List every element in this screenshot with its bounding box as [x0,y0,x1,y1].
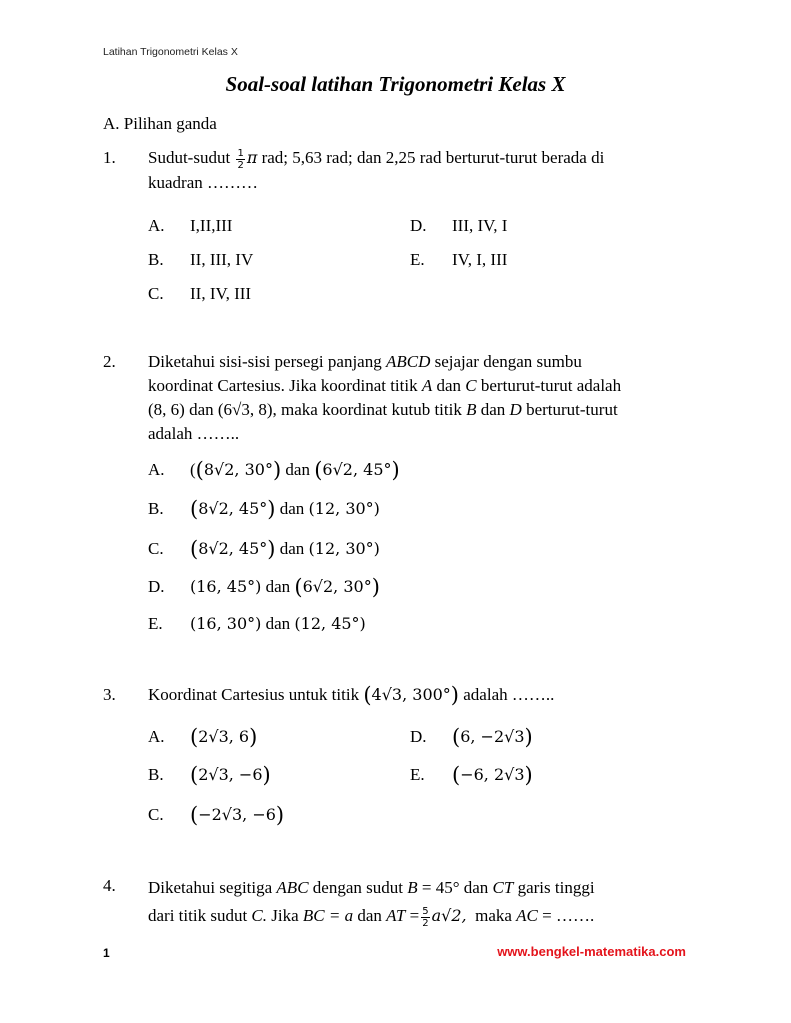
q1-text-pre: Sudut-sudut [148,148,231,167]
question-number: 1. [103,148,116,167]
page-title: Soal-soal latihan Trigonometri Kelas X [225,72,566,96]
question-text: Diketahui segitiga ABC dengan sudut B = 45° dan CT garis tinggi dari titik sudut C. Jika BC = a dan AT = $\frac{5}{2}$ a√2, maka AC = ……. [148,878,595,929]
question-text: Diketahui sisi-sisi persegi panjang ABCD sejajar dengan sumbu koordinat Cartesius. Jika koordinat titik A dan C berturut-turut adalah (8, 6) dan (6√3, 8), maka koordinat kutub titik B dan D berturut-turut adalah …….. [148,352,622,443]
fraction: $\frac{5}{2}$ [422,905,429,929]
fraction: $\frac{1}{2}$ [237,147,244,171]
question-text: Koordinat Cartesius untuk titik (4√3, 300°) adalah …….. [148,683,555,707]
page-header: Latihan Trigonometri Kelas X [103,46,238,58]
section-heading: A. Pilihan ganda [103,114,217,133]
q1-text-post: rad; 5,63 rad; dan 2,25 rad berturut-turut berada di [261,148,605,167]
website-link[interactable]: www.bengkel-matematika.com [497,944,686,959]
question-number: 2. [103,352,116,371]
question-text [148,146,693,195]
question-number: 4. [103,876,116,895]
page-number: 1 [103,946,110,960]
pi-symbol: π [246,148,258,167]
q1-text-line2: kuadran ……… [148,172,259,192]
question-number: 3. [103,685,116,704]
